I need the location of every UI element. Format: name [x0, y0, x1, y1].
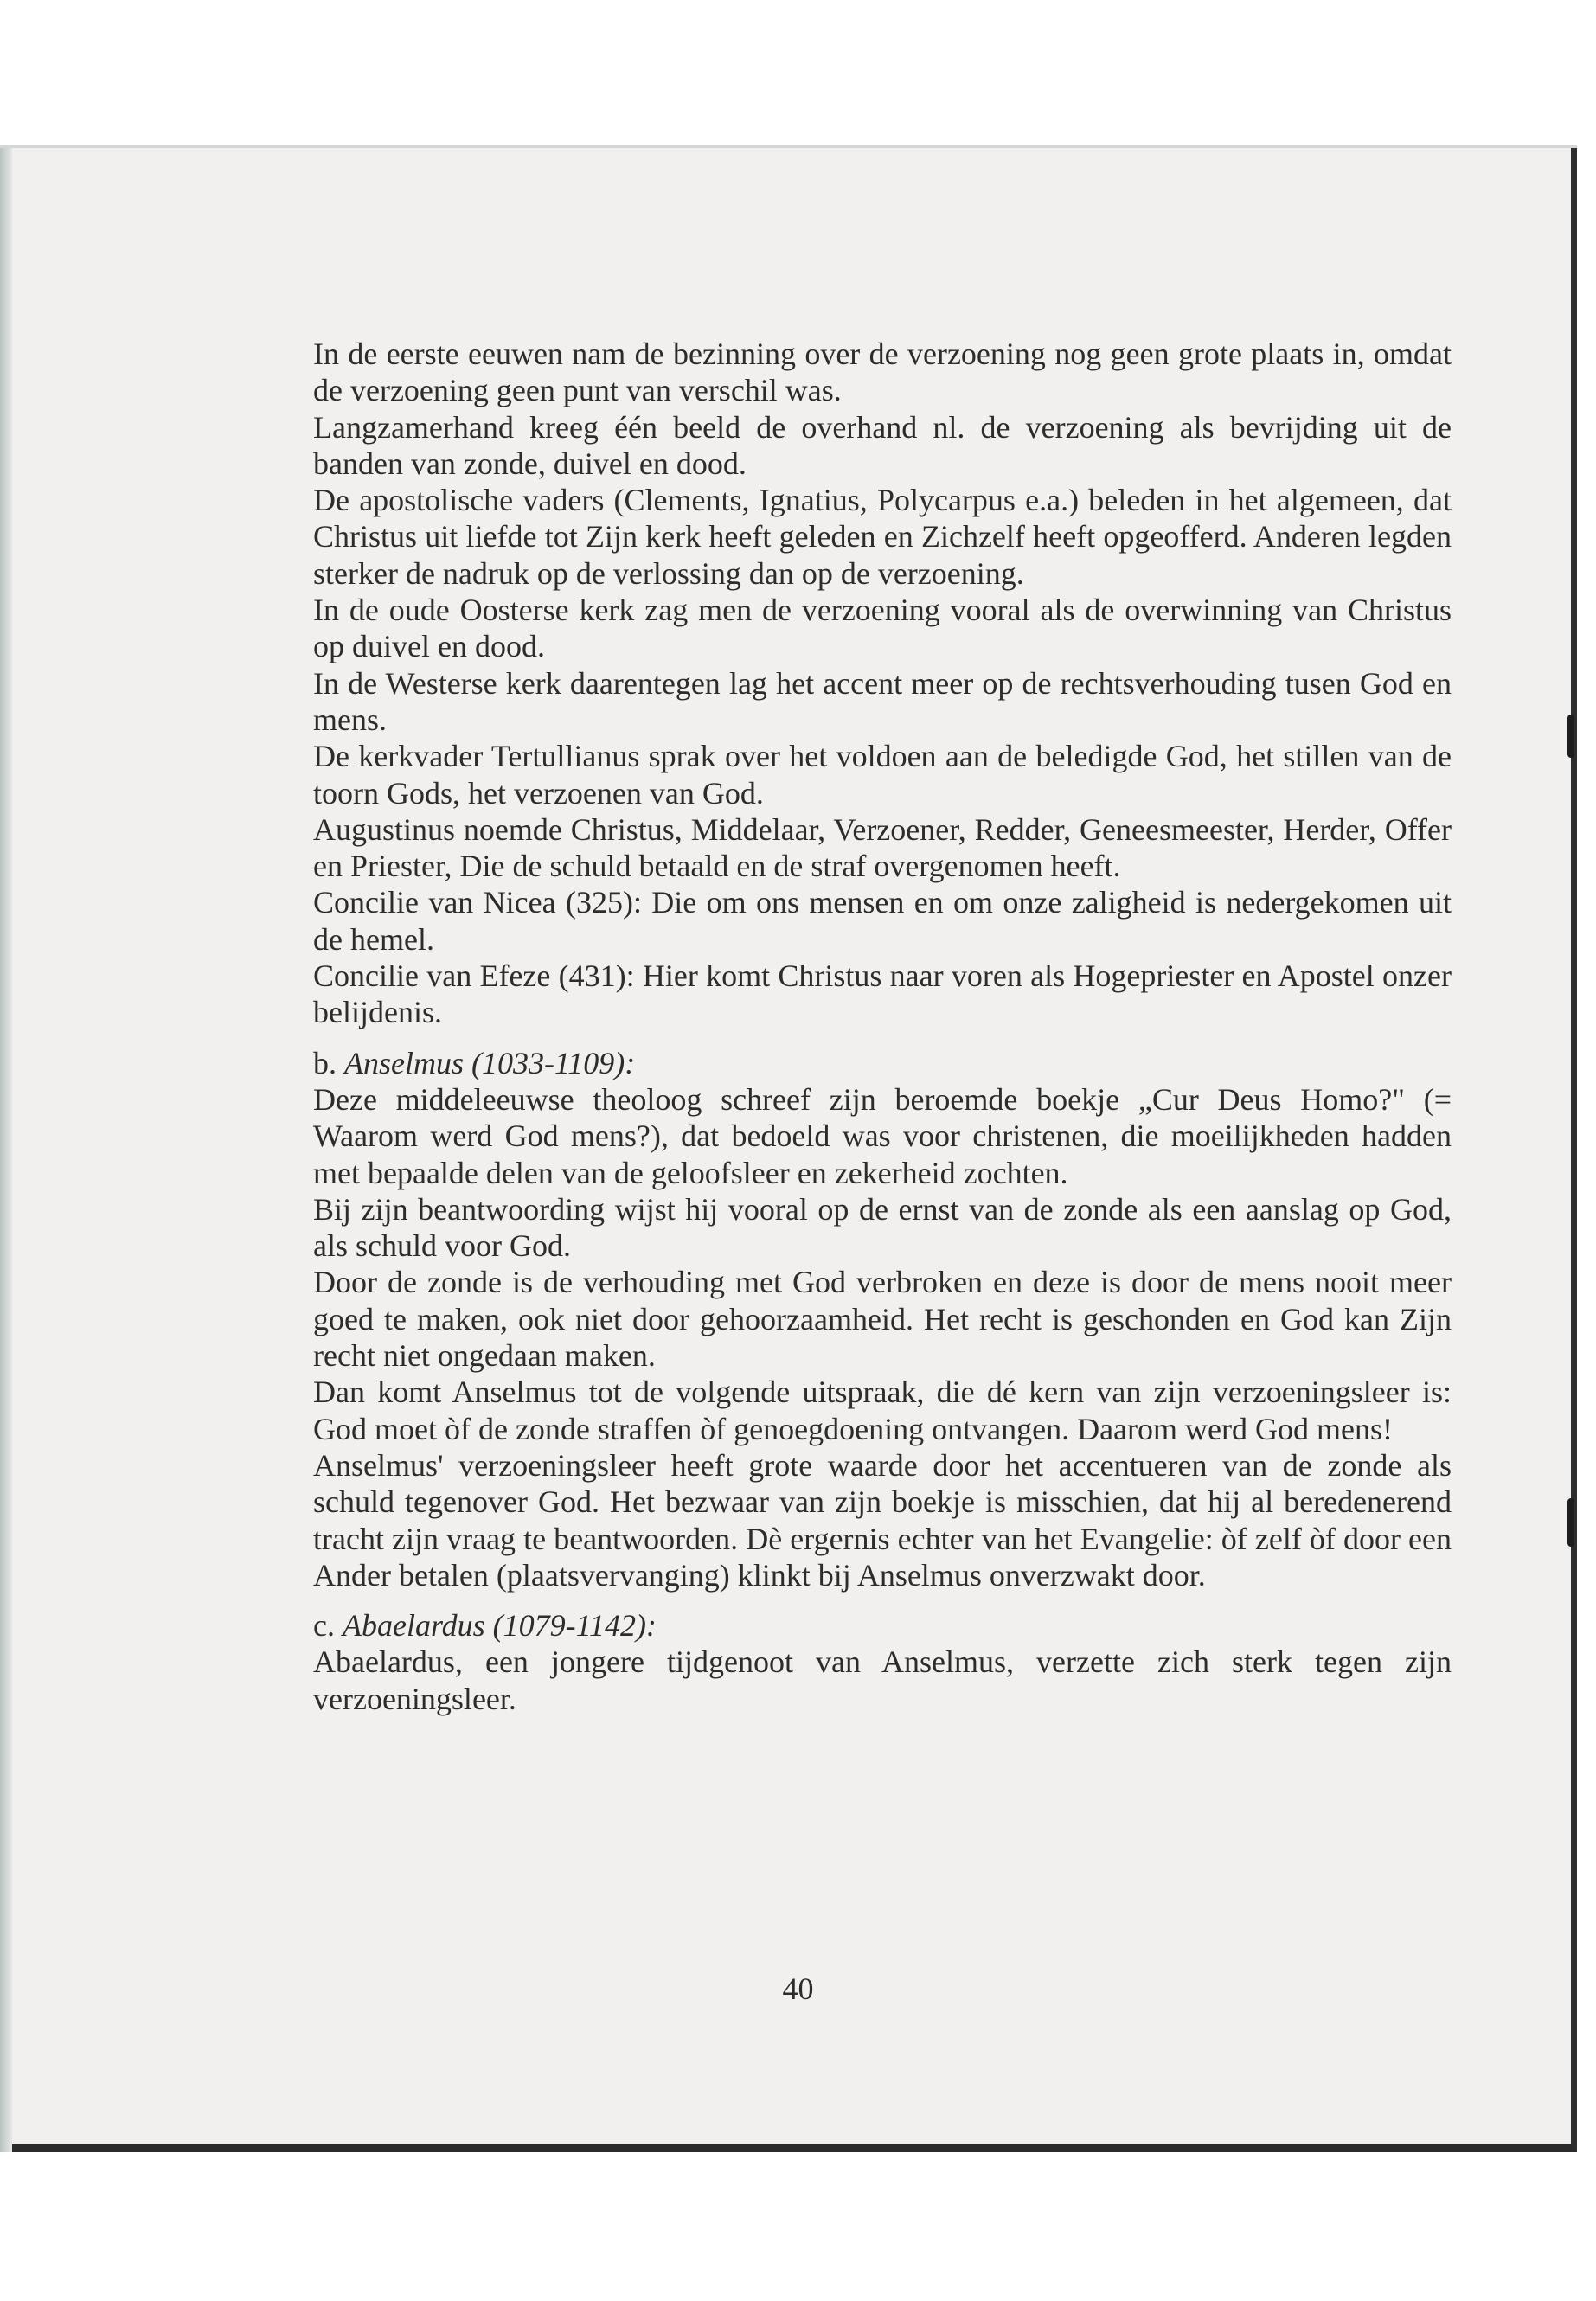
- section-heading-abaelardus: [313, 1607, 1452, 1644]
- left-page-edge: [0, 145, 12, 2152]
- paragraph: Augustinus noemde Christus, Middelaar, Verzoener, Redder, Geneesmeester, Herder, Offer en Priester, Die de schuld betaald en de straf overgenomen heeft.: [313, 811, 1452, 884]
- scan-bottom-margin: [0, 2160, 1596, 2301]
- paragraph: Dan komt Anselmus tot de volgende uitspraak, die dé kern van zijn verzoeningsleer is: God moet òf de zonde straffen òf genoegdoening ontvangen. Daarom werd God mens!: [313, 1375, 1452, 1446]
- paragraph: In de oude Oosterse kerk zag men de verzoening vooral als de overwinning van Christus op duivel en dood.: [313, 593, 1452, 664]
- paragraph: De kerkvader Tertullianus sprak over het voldoen aan de beledigde God, het stillen van de toorn Gods, het verzoenen van God.: [313, 739, 1452, 811]
- paragraph: Anselmus' verzoeningsleer heeft grote waarde door het accentueren van de zonde als schuld tegenover God. Het bezwaar van zijn boekje is misschien, dat hij al beredenerend tracht zijn vraag te beantwoorden. Dè ergernis echter van het Evangelie: òf zelf òf door een Ander betalen (plaatsvervanging) klinkt bij Anselmus onverzwakt door.: [313, 1447, 1452, 1593]
- paragraph: In de eerste eeuwen nam de bezinning over de verzoening nog geen grote plaats in, omdat de verzoening geen punt van verschil was.: [313, 336, 1452, 408]
- paragraph: De apostolische vaders (Clements, Ignatius, Polycarpus e.a.) beleden in het algemeen, dat Christus uit liefde tot Zijn kerk heeft geleden en Zichzelf heeft opgeofferd. Anderen legden sterker de nadruk op de verlossing dan op de verzoening.: [313, 483, 1452, 591]
- section-title: Abaelardus (1079-1142):: [342, 1608, 657, 1644]
- scan-top-margin: [0, 0, 1596, 145]
- section-heading-anselmus: [313, 1045, 1452, 1081]
- paragraph: Bij zijn beantwoording wijst hij vooral op de ernst van de zonde als een aanslag op God, als schuld voor God.: [313, 1191, 1452, 1264]
- section-prefix: c.: [313, 1608, 343, 1644]
- body-text: [313, 336, 1452, 1717]
- top-page-edge: [0, 145, 1577, 148]
- paragraph: Langzamerhand kreeg één beeld de overhand nl. de verzoening als bevrijding uit de banden van zonde, duivel en dood.: [313, 409, 1452, 481]
- section-spacer: [313, 1031, 1452, 1045]
- page-number: 40: [782, 1971, 814, 2006]
- paragraph: Door de zonde is de verhouding met God verbroken en deze is door de mens nooit meer goed te maken, ook niet door gehoorzaamheid. Het recht is geschonden en God kan Zijn recht niet ongedaan maken.: [313, 1265, 1452, 1374]
- paragraph: Concilie van Nicea (325): Die om ons mensen en om onze zaligheid is nedergekomen uit de hemel.: [313, 885, 1452, 957]
- section-prefix: b.: [313, 1045, 344, 1080]
- paragraph: Concilie van Efeze (431): Hier komt Christus naar voren als Hogepriester en Apostel onzer belijdenis.: [313, 958, 1452, 1030]
- paragraph: Abaelardus, een jongere tijdgenoot van Anselmus, verzette zich sterk tegen zijn verzoeningsleer.: [313, 1644, 1452, 1716]
- paragraph: In de Westerse kerk daarentegen lag het accent meer op de rechtsverhouding tusen God en mens.: [313, 665, 1452, 737]
- section-title: Anselmus (1033-1109):: [344, 1045, 636, 1080]
- page-edge-mark: [1567, 715, 1574, 758]
- page-edge-mark: [1567, 1498, 1574, 1547]
- section-spacer: [313, 1593, 1452, 1607]
- paragraph: Deze middeleeuwse theoloog schreef zijn beroemde boekje „Cur Deus Homo?" (= Waarom werd God mens?), dat bedoeld was voor christenen, die moeilijkheden hadden met bepaalde delen van de geloofsleer en zekerheid zochten.: [313, 1081, 1452, 1190]
